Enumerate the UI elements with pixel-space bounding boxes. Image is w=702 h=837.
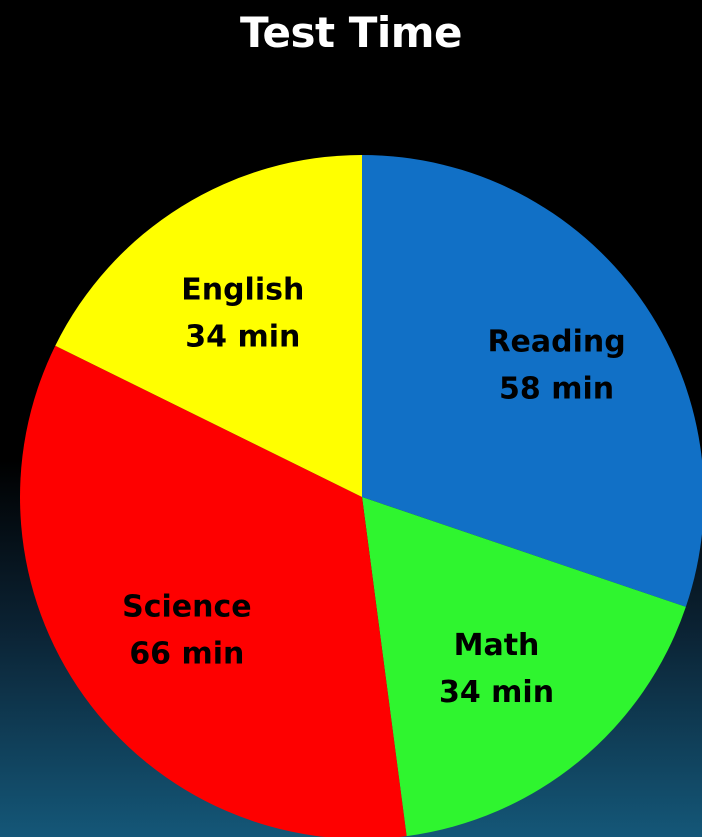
slice-category-label: Reading (487, 324, 626, 360)
slice-value-label: 34 min (185, 319, 301, 355)
slice-category-label: English (181, 272, 305, 308)
slice-value-label: 66 min (129, 636, 245, 672)
slice-value-label: 58 min (499, 371, 615, 407)
slice-category-label: Science (122, 589, 252, 625)
slice-category-label: Math (453, 627, 540, 663)
chart-title: Test Time (239, 8, 463, 57)
pie-slices (20, 155, 702, 837)
slice-value-label: 34 min (438, 674, 555, 710)
